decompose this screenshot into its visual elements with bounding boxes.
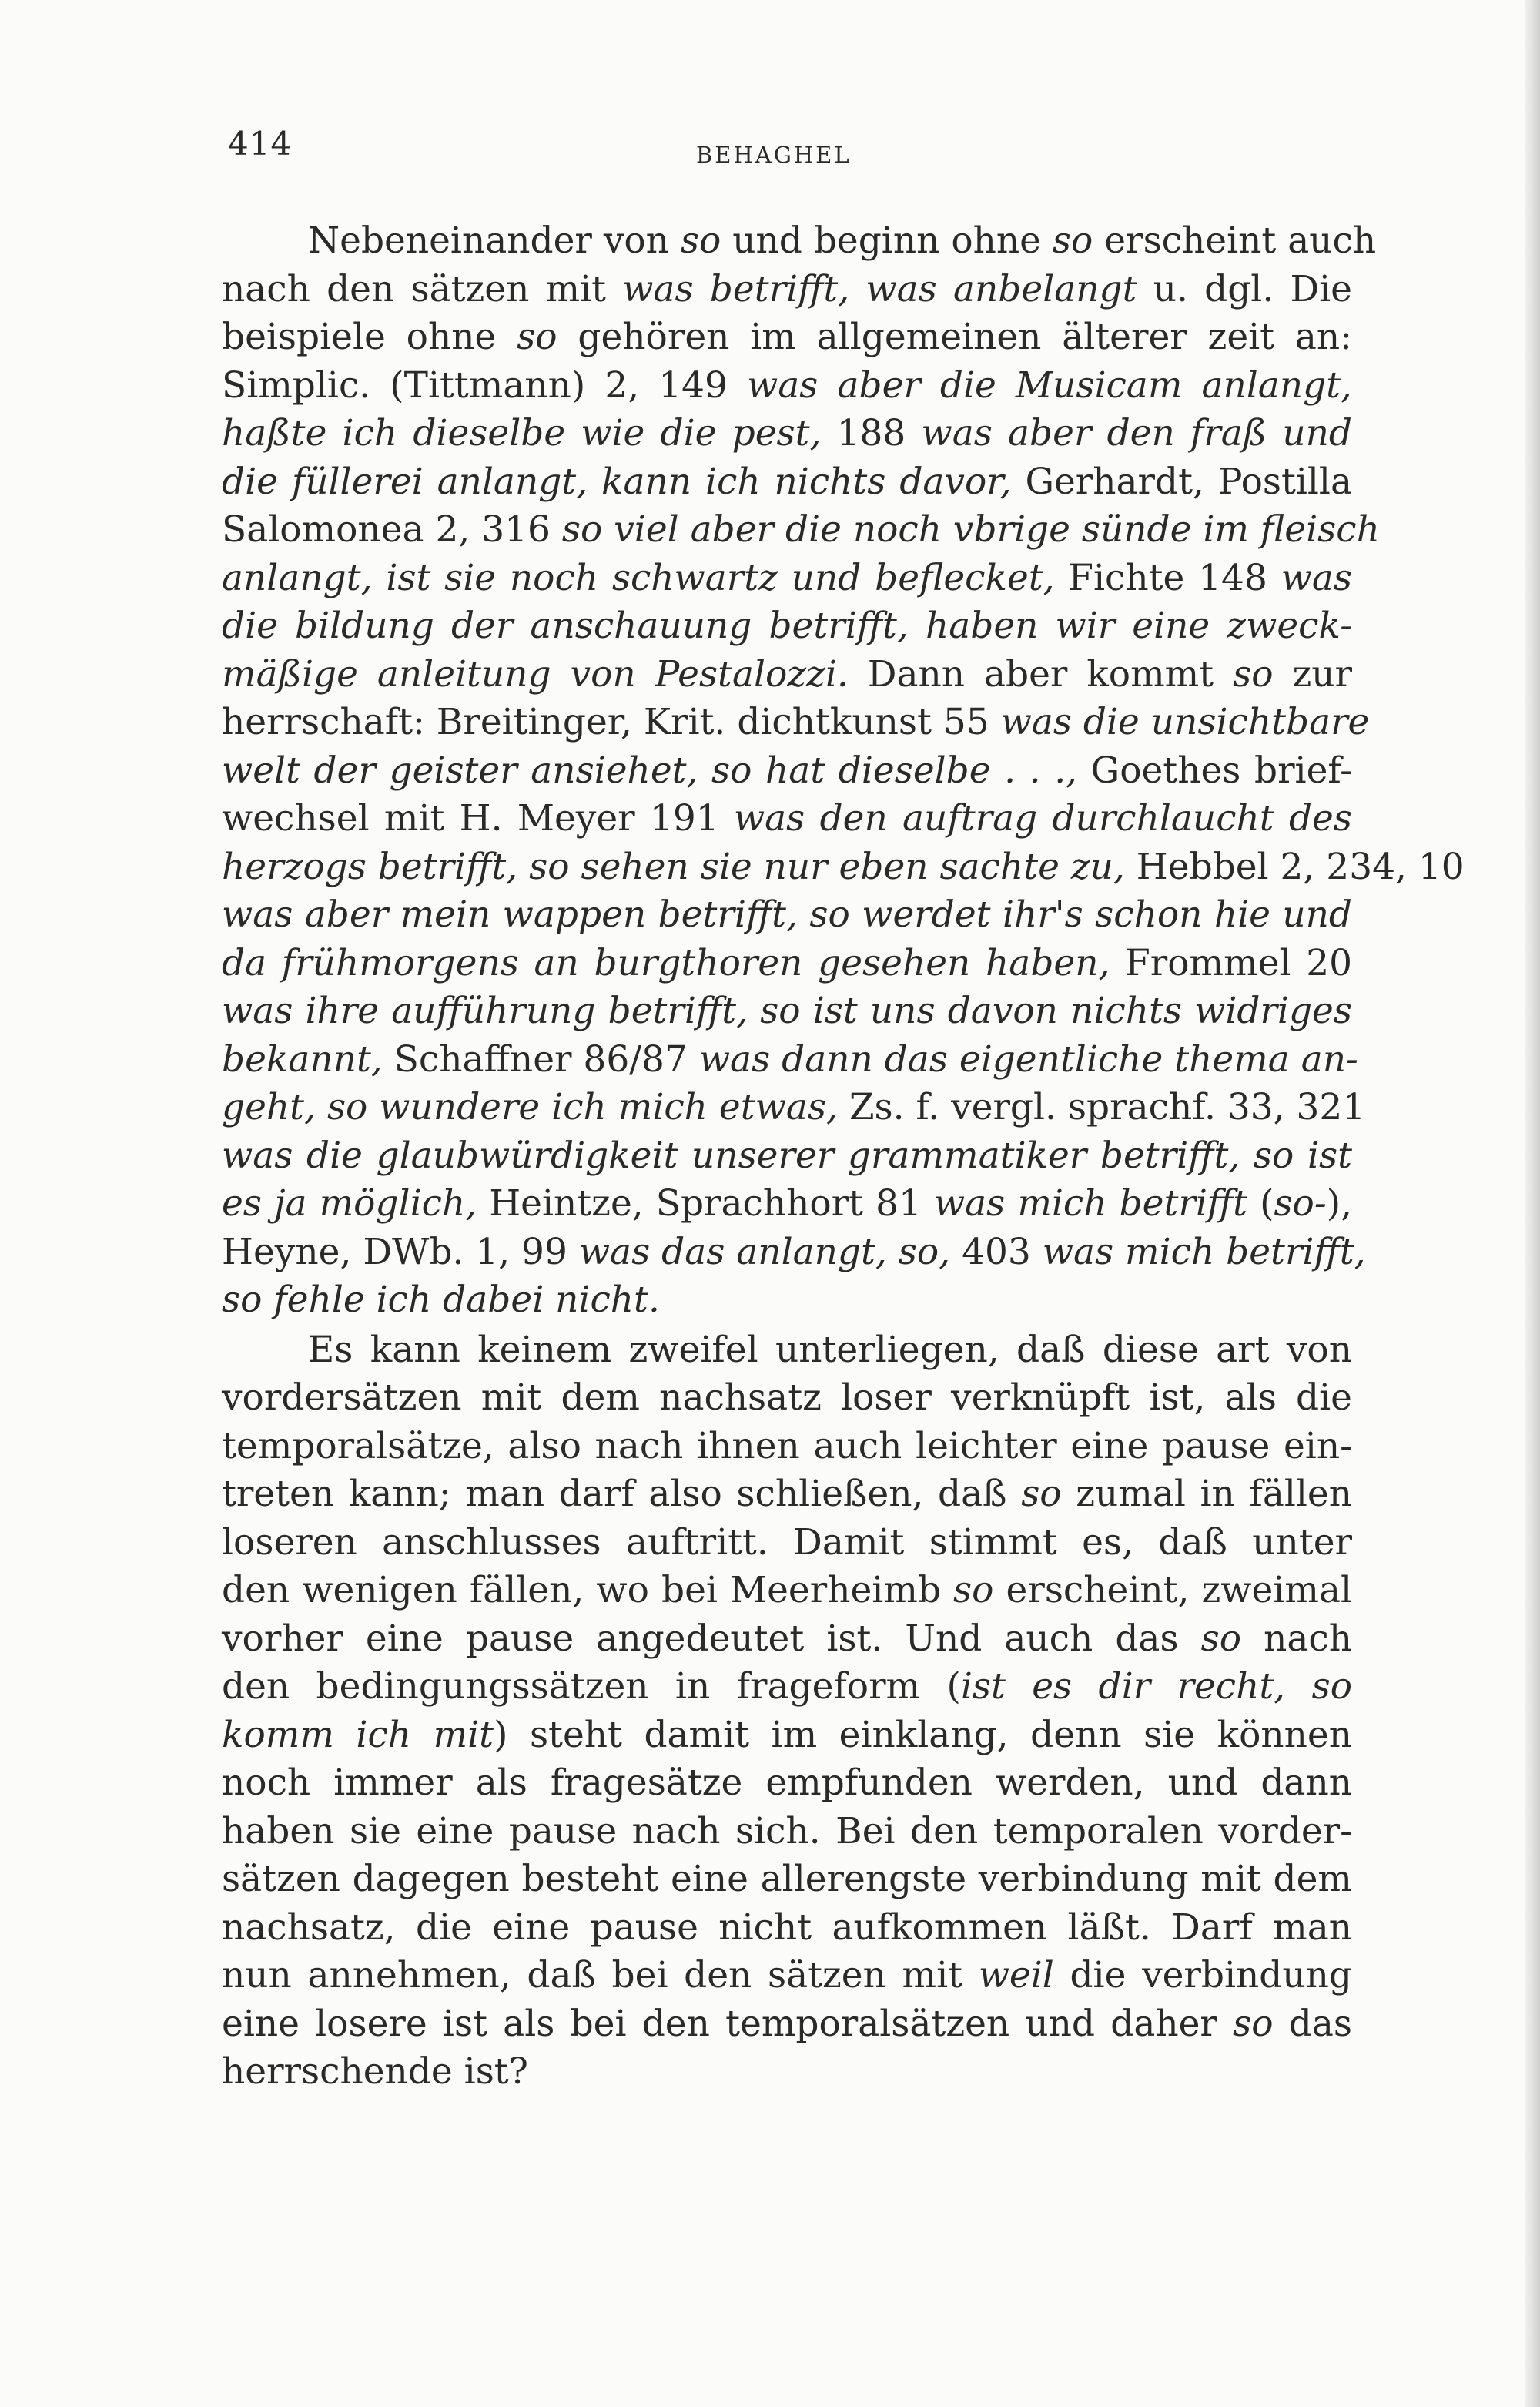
running-title: BEHAGHEL <box>696 142 852 168</box>
italic-phrase: was den auftrag durchlaucht des <box>733 797 1352 840</box>
italic-phrase: was aber die Musicam anlangt, <box>747 364 1352 407</box>
italic-phrase: was mich betrifft <box>933 1182 1248 1225</box>
italic-phrase: so <box>517 316 557 358</box>
text-line: herzogs betrifft, so sehen sie nur eben sachte zu, Hebbel 2, 234, 10 <box>222 845 1465 888</box>
italic-phrase: was die glaubwürdigkeit unserer grammatiker betrifft, so ist <box>222 1134 1352 1177</box>
text-line: nach den sätzen mit was betrifft, was anbelangt u. dgl. Die <box>222 267 1352 310</box>
page-number: 414 <box>228 125 293 163</box>
text-line: nun annehmen, daß bei den sätzen mit weil die verbindung <box>222 1954 1352 1996</box>
text-line: vorher eine pause angedeutet ist. Und auch das so nach <box>222 1617 1352 1660</box>
italic-phrase: was aber den fraß und <box>921 412 1352 454</box>
text-line: haben sie eine pause nach sich. Bei den temporalen vorder- <box>222 1809 1352 1852</box>
italic-phrase: bekannt, <box>222 1038 383 1081</box>
text-line: geht, so wundere ich mich etwas, Zs. f. vergl. sprachf. 33, 321 <box>222 1086 1366 1128</box>
italic-phrase: was aber mein wappen betrifft, so werdet ihr's schon hie und <box>222 893 1352 936</box>
italic-phrase: so <box>1233 652 1274 696</box>
text-line: temporalsätze, also nach ihnen auch leichter eine pause ein- <box>222 1424 1352 1467</box>
text-line: komm ich mit) steht damit im einklang, denn sie können <box>222 1713 1353 1756</box>
italic-phrase: anlangt, ist sie noch schwartz und beflecket, <box>222 556 1055 599</box>
italic-phrase: geht, so wundere ich mich etwas, <box>222 1086 838 1128</box>
text-line: vordersätzen mit dem nachsatz loser verknüpft ist, als die <box>222 1376 1352 1419</box>
italic-phrase: so <box>1021 1473 1062 1515</box>
paragraph <box>222 217 1465 1325</box>
italic-phrase: was <box>1281 556 1353 599</box>
text-line <box>222 891 1352 940</box>
text-line: den bedingungssätzen in frageform (ist es dir recht, so <box>222 1665 1353 1708</box>
text-line: anlangt, ist sie noch schwartz und beflecket, Fichte 148 was <box>222 556 1353 599</box>
text-line: Es kann keinem zweifel unterliegen, daß diese art von <box>308 1328 1352 1371</box>
text-line: da frühmorgens an burgthoren gesehen haben, Frommel 20 <box>222 941 1352 984</box>
text-line: treten kann; man darf also schließen, daß so zumal in fällen <box>222 1473 1352 1515</box>
italic-phrase: mäßige anleitung von Pestalozzi. <box>222 652 849 696</box>
italic-phrase: ist es dir recht, so <box>960 1665 1353 1708</box>
italic-phrase: welt der geister ansiehet, so hat dieselbe . . ., <box>222 749 1078 792</box>
text-line: bekannt, Schaffner 86/87 was dann das eigentliche thema an- <box>222 1038 1358 1081</box>
italic-phrase: die füllerei anlangt, kann ich nichts davor, <box>222 460 1012 503</box>
italic-phrase: die bildung der anschauung betrifft, haben wir eine zweck- <box>222 605 1352 647</box>
text-line: sätzen dagegen besteht eine allerengste verbindung mit dem <box>222 1858 1352 1900</box>
text-line: den wenigen fällen, wo bei Meerheimb so erscheint, zweimal <box>222 1569 1352 1611</box>
text-line: haßte ich dieselbe wie die pest, 188 was aber den fraß und <box>222 412 1352 454</box>
text-line: nachsatz, die eine pause nicht aufkommen läßt. Darf man <box>222 1906 1352 1949</box>
text-line: herrschaft: Breitinger, Krit. dichtkunst 55 was die unsichtbare <box>222 701 1370 743</box>
italic-phrase: so <box>953 1569 994 1611</box>
text-line: die füllerei anlangt, kann ich nichts davor, Gerhardt, Postilla <box>222 460 1352 503</box>
italic-phrase: was mich betrifft, <box>1042 1230 1366 1273</box>
text-line <box>222 987 1352 1036</box>
italic-phrase: weil <box>978 1954 1054 1996</box>
text-line <box>222 1132 1352 1181</box>
italic-phrase: was die unsichtbare <box>1000 701 1370 743</box>
italic-phrase: haßte ich dieselbe wie die pest, <box>222 412 822 454</box>
italic-phrase: so <box>1233 2002 1274 2045</box>
text-line: Simplic. (Tittmann) 2, 149 was aber die Musicam anlangt, <box>222 364 1352 407</box>
text-line: noch immer als fragesätze empfunden werden, und dann <box>222 1762 1352 1804</box>
text-line: es ja möglich, Heintze, Sprachhort 81 was mich betrifft (so-), <box>222 1182 1353 1225</box>
text-line: welt der geister ansiehet, so hat dieselbe . . ., Goethes brief- <box>222 749 1352 792</box>
italic-phrase: herzogs betrifft, so sehen sie nur eben sachte zu, <box>222 845 1125 888</box>
text-line <box>222 602 1352 651</box>
italic-phrase: so- <box>1274 1182 1327 1225</box>
text-line: wechsel mit H. Meyer 191 was den auftrag durchlaucht des <box>222 797 1352 840</box>
text-line: mäßige anleitung von Pestalozzi. Dann aber kommt so zur <box>222 652 1352 696</box>
italic-phrase: was das anlangt, so, <box>578 1230 951 1273</box>
text-line: loseren anschlusses auftritt. Damit stimmt es, daß unter <box>222 1520 1352 1564</box>
italic-phrase: was betrifft, was anbelangt <box>622 267 1137 310</box>
italic-phrase: so <box>680 220 721 262</box>
italic-phrase: komm ich mit <box>222 1713 494 1756</box>
italic-phrase: was dann das eigentliche thema an- <box>698 1038 1358 1081</box>
paragraph <box>222 1326 1352 2097</box>
text-line: eine losere ist als bei den temporalsätzen und daher so das <box>222 2002 1352 2045</box>
italic-phrase: so <box>1200 1617 1242 1660</box>
text-line <box>222 1276 1352 1325</box>
italic-phrase: da frühmorgens an burgthoren gesehen haben, <box>222 941 1110 984</box>
italic-phrase: was ihre aufführung betrifft, so ist uns davon nichts widriges <box>222 990 1352 1032</box>
text-line: beispiele ohne so gehören im allgemeinen älterer zeit an: <box>222 316 1352 358</box>
text-line: Nebeneinander von so und beginn ohne so erscheint auch <box>308 220 1377 262</box>
italic-phrase: so <box>1052 220 1093 262</box>
body-text <box>222 217 1465 2097</box>
italic-phrase: es ja möglich, <box>222 1182 477 1225</box>
text-line: Heyne, DWb. 1, 99 was das anlangt, so, 403 was mich betrifft, <box>222 1230 1366 1273</box>
page-edge-shadow <box>1525 0 1540 2407</box>
italic-phrase: so fehle ich dabei nicht. <box>222 1279 660 1321</box>
text-line: Salomonea 2, 316 so viel aber die noch vbrige sünde im fleisch <box>222 508 1380 551</box>
text-line: herrschende ist? <box>222 2050 528 2093</box>
italic-phrase: so viel aber die noch vbrige sünde im fleisch <box>561 508 1380 551</box>
